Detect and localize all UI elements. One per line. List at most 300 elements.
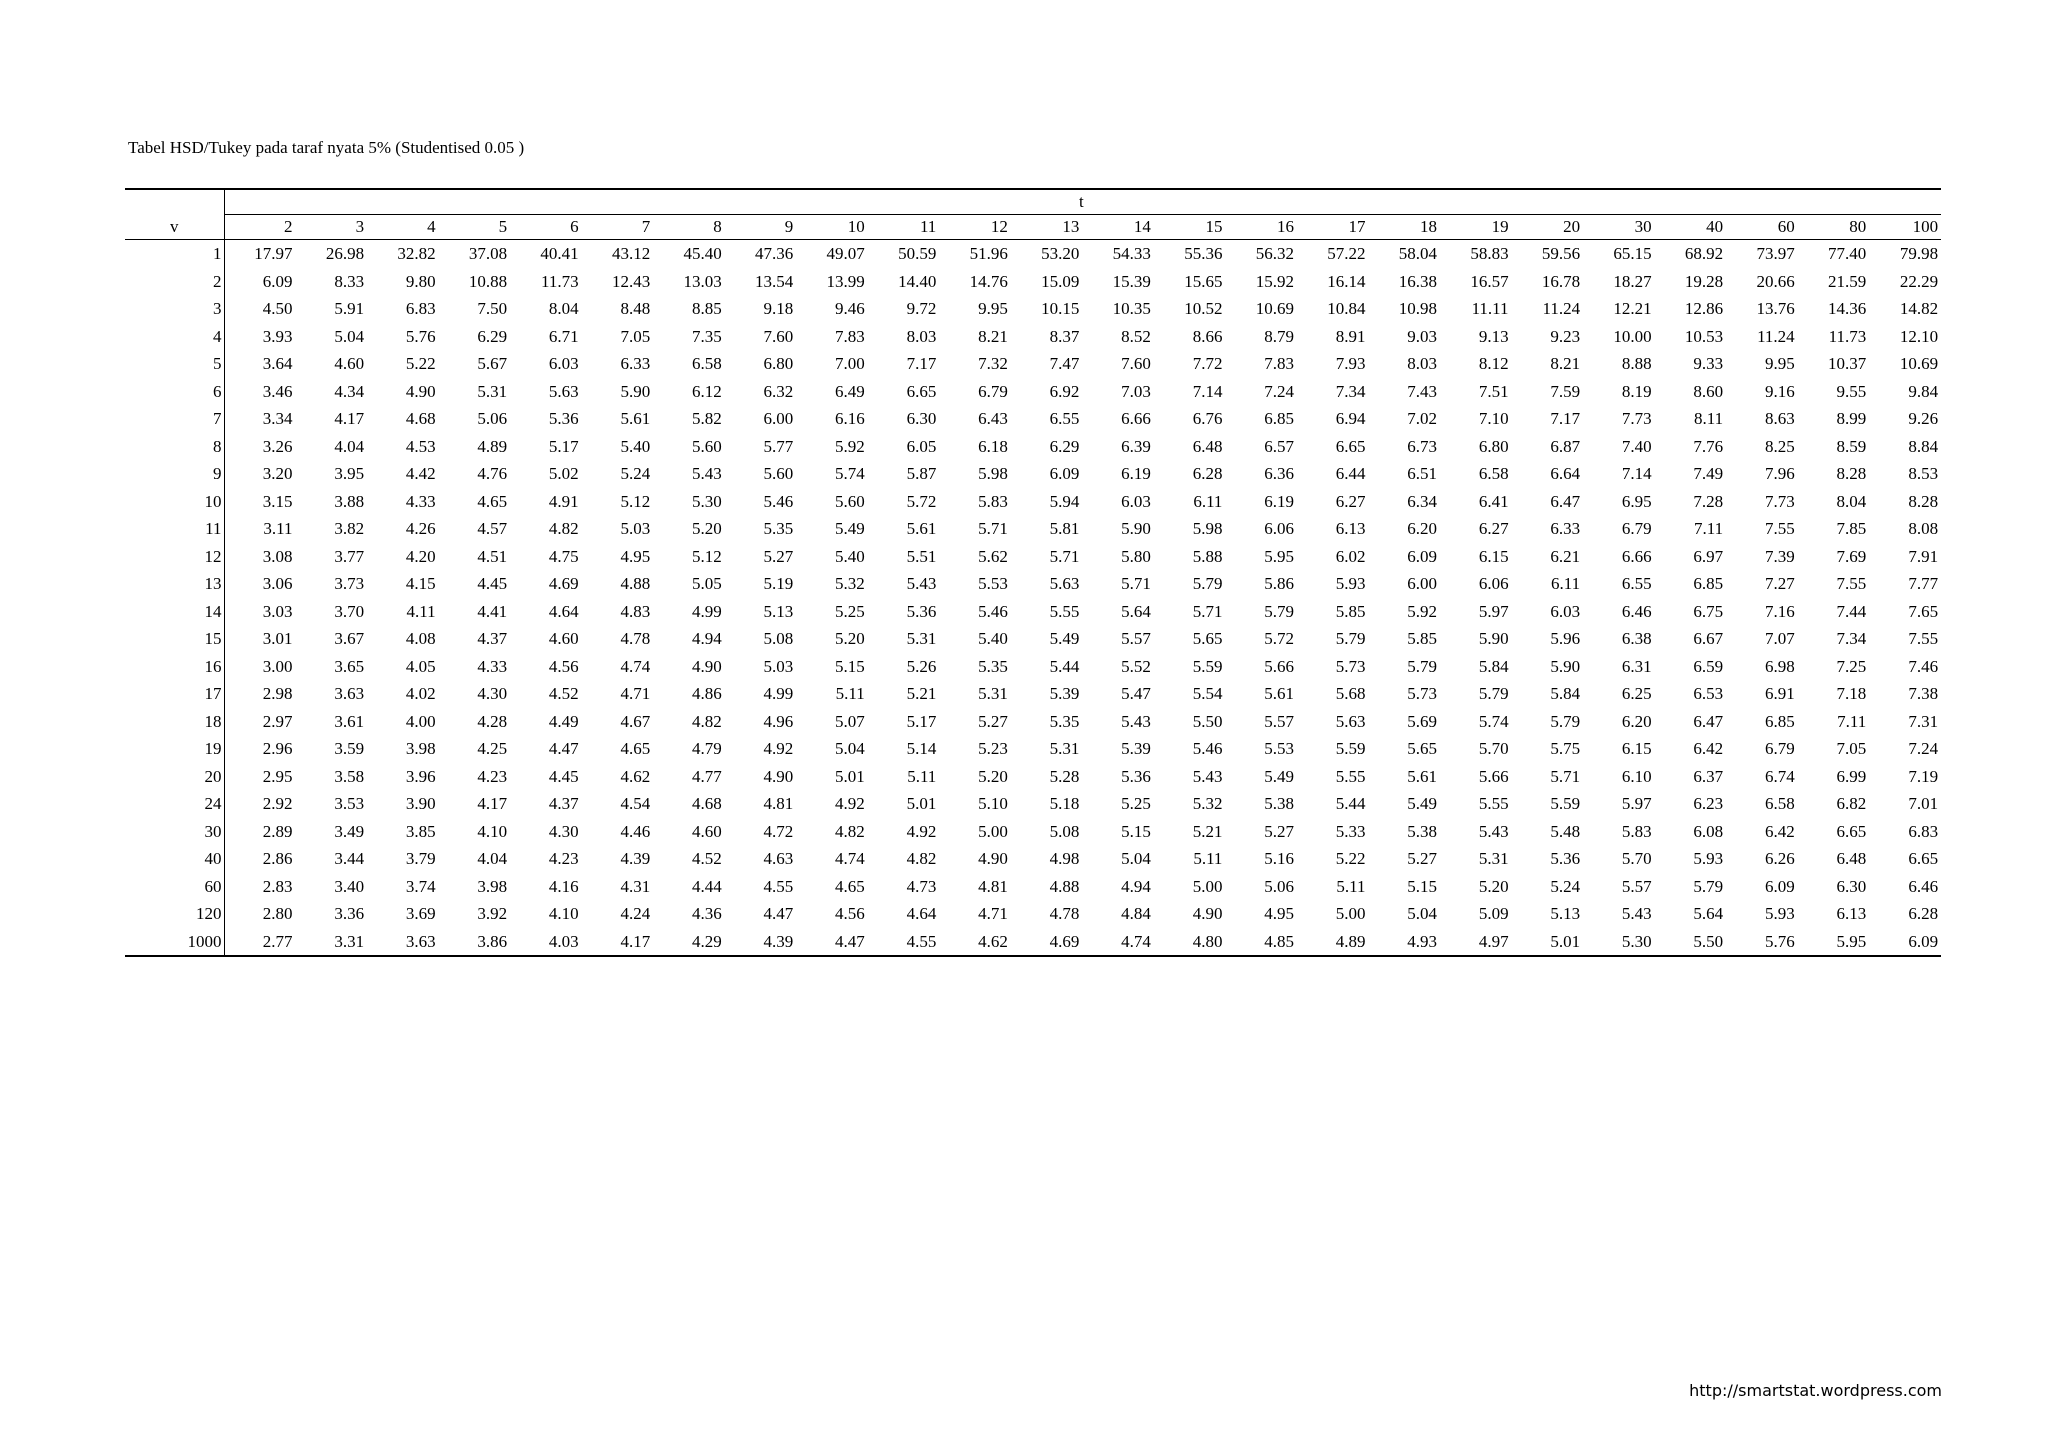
table-cell: 9.18 xyxy=(763,299,794,318)
table-cell: 4.10 xyxy=(477,821,508,841)
table-cell: 5.49 xyxy=(1264,766,1294,786)
column-header: 80 xyxy=(1798,215,1870,240)
table-cell: 5.86 xyxy=(1264,574,1294,593)
table-cell: 6.27 xyxy=(1478,519,1509,538)
corner-cell xyxy=(125,189,224,215)
table-cell: 12.21 xyxy=(1613,299,1652,318)
table-cell: 5.59 xyxy=(1550,794,1581,813)
table-cell: 6.64 xyxy=(1550,464,1581,483)
table-cell: 7.76 xyxy=(1693,436,1724,456)
table-cell: 5.03 xyxy=(763,656,794,676)
table-cell: 5.08 xyxy=(1049,821,1080,841)
table-cell: 3.70 xyxy=(334,601,365,621)
table-row xyxy=(125,653,1941,681)
table-cell: 5.50 xyxy=(1192,711,1223,731)
table-row xyxy=(125,680,1941,708)
table-cell: 5.00 xyxy=(978,821,1008,841)
table-cell: 4.25 xyxy=(477,739,508,758)
table-cell: 7.14 xyxy=(1192,381,1223,401)
table-cell: 5.52 xyxy=(1121,656,1151,676)
table-cell: 5.85 xyxy=(1335,601,1366,621)
table-cell: 4.72 xyxy=(763,821,794,841)
table-cell: 5.04 xyxy=(334,326,365,346)
table-cell: 5.21 xyxy=(1192,821,1223,841)
table-cell: 5.94 xyxy=(1049,491,1080,511)
table-cell: 9.16 xyxy=(1764,381,1795,401)
table-cell: 5.91 xyxy=(334,299,365,318)
table-cell: 5.22 xyxy=(405,354,436,373)
table-cell: 4.82 xyxy=(691,711,722,731)
table-cell: 4.51 xyxy=(477,546,508,566)
table-cell: 5.71 xyxy=(1121,574,1151,593)
column-header: 18 xyxy=(1369,215,1441,240)
table-cell: 4.23 xyxy=(477,766,508,786)
table-cell: 4.88 xyxy=(620,574,651,593)
table-cell: 5.11 xyxy=(1336,876,1366,896)
table-body xyxy=(125,240,1941,957)
table-cell: 3.06 xyxy=(262,574,293,593)
table-cell: 4.69 xyxy=(548,574,579,593)
table-cell: 5.18 xyxy=(1049,794,1080,813)
table-cell: 6.19 xyxy=(1264,491,1294,511)
table-cell: 6.47 xyxy=(1693,711,1724,731)
table-cell: 5.88 xyxy=(1192,546,1223,566)
table-cell: 7.35 xyxy=(691,326,722,346)
table-cell: 5.20 xyxy=(978,766,1008,786)
table-cell: 4.65 xyxy=(620,739,651,758)
table-cell: 5.38 xyxy=(1407,821,1438,841)
table-cell: 5.13 xyxy=(1550,904,1581,923)
table-cell: 5.60 xyxy=(835,491,865,511)
table-cell: 7.59 xyxy=(1550,381,1581,401)
table-cell: 3.46 xyxy=(262,381,293,401)
table-cell: 14.36 xyxy=(1827,299,1867,318)
table-cell: 7.50 xyxy=(477,299,508,318)
table-cell: 8.85 xyxy=(691,299,722,318)
table-cell: 7.60 xyxy=(1121,354,1151,373)
table-cell: 5.80 xyxy=(1121,546,1151,566)
table-cell: 4.85 xyxy=(1225,928,1297,957)
table-cell: 6.66 xyxy=(1621,546,1652,566)
table-cell: 5.01 xyxy=(1512,928,1584,957)
table-cell: 9.84 xyxy=(1908,381,1939,401)
table-cell: 5.49 xyxy=(835,519,865,538)
table-cell: 5.04 xyxy=(1407,904,1438,923)
table-cell: 5.60 xyxy=(763,464,794,483)
table-cell: 5.79 xyxy=(1264,601,1294,621)
table-cell: 5.93 xyxy=(1335,574,1366,593)
table-cell: 8.19 xyxy=(1621,381,1652,401)
table-cell: 7.24 xyxy=(1264,381,1294,401)
table-cell: 15.92 xyxy=(1255,271,1294,291)
table-cell: 5.71 xyxy=(1550,766,1581,786)
table-cell: 4.89 xyxy=(1297,928,1369,957)
table-row xyxy=(125,570,1941,598)
table-cell: 17.97 xyxy=(254,244,293,263)
table-cell: 6.20 xyxy=(1407,519,1438,538)
table-cell: 3.31 xyxy=(296,928,368,957)
table-cell: 4.92 xyxy=(763,739,794,758)
table-row xyxy=(125,543,1941,571)
table-cell: 7.49 xyxy=(1693,464,1724,483)
table-cell: 9.72 xyxy=(906,299,937,318)
row-label: 8 xyxy=(125,433,224,461)
table-row xyxy=(125,323,1941,351)
table-cell: 3.98 xyxy=(405,739,436,758)
table-cell: 5.72 xyxy=(1264,629,1294,648)
table-cell: 6.09 xyxy=(1407,546,1438,566)
table-cell: 3.79 xyxy=(405,849,436,868)
table-cell: 7.69 xyxy=(1836,546,1867,566)
table-row xyxy=(125,845,1941,873)
table-cell: 8.52 xyxy=(1121,326,1151,346)
table-cell: 5.24 xyxy=(620,464,651,483)
table-cell: 5.66 xyxy=(1478,766,1509,786)
table-cell: 4.15 xyxy=(405,574,436,593)
table-cell: 6.32 xyxy=(763,381,794,401)
table-cell: 4.75 xyxy=(548,546,579,566)
table-cell: 7.00 xyxy=(835,354,865,373)
table-cell: 4.10 xyxy=(548,904,579,923)
table-cell: 3.36 xyxy=(334,904,365,923)
table-cell: 4.99 xyxy=(691,601,722,621)
table-cell: 5.79 xyxy=(1407,656,1438,676)
table-cell: 4.84 xyxy=(1121,904,1151,923)
table-cell: 8.60 xyxy=(1693,381,1724,401)
table-cell: 6.65 xyxy=(1335,436,1366,456)
table-cell: 15.39 xyxy=(1112,271,1151,291)
table-cell: 3.15 xyxy=(262,491,293,511)
table-cell: 4.81 xyxy=(978,876,1008,896)
table-cell: 4.74 xyxy=(1082,928,1154,957)
table-cell: 5.92 xyxy=(1407,601,1438,621)
table-cell: 7.10 xyxy=(1478,409,1509,428)
table-cell: 5.24 xyxy=(1550,876,1581,896)
table-cell: 4.82 xyxy=(835,821,865,841)
column-header: 8 xyxy=(653,215,725,240)
table-cell: 6.15 xyxy=(1478,546,1509,566)
table-cell: 10.35 xyxy=(1112,299,1151,318)
table-cell: 5.43 xyxy=(1478,821,1509,841)
table-cell: 5.28 xyxy=(1049,766,1080,786)
table-cell: 5.27 xyxy=(1264,821,1294,841)
table-cell: 5.02 xyxy=(548,464,579,483)
table-cell: 6.00 xyxy=(763,409,794,428)
column-header: 100 xyxy=(1869,215,1941,240)
table-cell: 6.79 xyxy=(1764,739,1795,758)
table-cell: 5.31 xyxy=(1478,849,1509,868)
table-cell: 5.27 xyxy=(978,711,1008,731)
table-cell: 10.00 xyxy=(1613,326,1652,346)
table-cell: 7.28 xyxy=(1693,491,1724,511)
table-cell: 6.34 xyxy=(1407,491,1438,511)
table-cell: 8.91 xyxy=(1335,326,1366,346)
table-cell: 2.95 xyxy=(262,766,293,786)
table-cell: 6.29 xyxy=(1049,436,1080,456)
table-cell: 3.40 xyxy=(334,876,365,896)
table-cell: 5.67 xyxy=(477,354,508,373)
table-cell: 32.82 xyxy=(397,244,436,263)
table-cell: 6.87 xyxy=(1550,436,1581,456)
table-cell: 5.31 xyxy=(906,629,937,648)
table-cell: 7.18 xyxy=(1836,684,1867,703)
table-cell: 6.00 xyxy=(1407,574,1438,593)
table-cell: 22.29 xyxy=(1899,271,1939,291)
table-cell: 11.24 xyxy=(1757,326,1795,346)
table-cell: 15.09 xyxy=(1041,271,1080,291)
table-cell: 8.21 xyxy=(978,326,1008,346)
table-cell: 3.34 xyxy=(262,409,293,428)
table-cell: 3.49 xyxy=(334,821,365,841)
table-cell: 4.90 xyxy=(763,766,794,786)
table-cell: 5.69 xyxy=(1407,711,1438,731)
table-cell: 4.28 xyxy=(477,711,508,731)
row-label: 4 xyxy=(125,323,224,351)
table-cell: 6.65 xyxy=(1908,849,1939,868)
table-row xyxy=(125,433,1941,461)
table-cell: 4.02 xyxy=(405,684,436,703)
table-cell: 6.76 xyxy=(1192,409,1223,428)
table-cell: 6.79 xyxy=(978,381,1008,401)
table-cell: 9.55 xyxy=(1836,381,1867,401)
table-cell: 7.85 xyxy=(1836,519,1867,538)
table-cell: 4.08 xyxy=(405,629,436,648)
table-cell: 4.26 xyxy=(405,519,436,538)
table-cell: 8.33 xyxy=(334,271,365,291)
table-cell: 4.68 xyxy=(691,794,722,813)
source-url: http://smartstat.wordpress.com xyxy=(1689,1381,1942,1400)
table-cell: 6.19 xyxy=(1121,464,1151,483)
table-cell: 4.00 xyxy=(405,711,436,731)
table-cell: 6.30 xyxy=(906,409,937,428)
table-cell: 5.74 xyxy=(1478,711,1509,731)
table-cell: 5.73 xyxy=(1335,656,1366,676)
table-cell: 5.79 xyxy=(1335,629,1366,648)
table-cell: 7.11 xyxy=(1694,519,1724,538)
table-cell: 5.55 xyxy=(1049,601,1080,621)
table-cell: 5.44 xyxy=(1049,656,1080,676)
table-cell: 3.82 xyxy=(334,519,365,538)
table-cell: 6.28 xyxy=(1908,904,1939,923)
table-cell: 5.39 xyxy=(1049,684,1080,703)
table-cell: 5.79 xyxy=(1478,684,1509,703)
table-cell: 6.15 xyxy=(1621,739,1652,758)
table-cell: 5.59 xyxy=(1335,739,1366,758)
table-cell: 8.03 xyxy=(1407,354,1438,373)
column-header: 5 xyxy=(439,215,511,240)
table-cell: 6.85 xyxy=(1764,711,1795,731)
table-cell: 5.93 xyxy=(1764,904,1795,923)
table-cell: 5.20 xyxy=(1478,876,1509,896)
table-cell: 7.44 xyxy=(1836,601,1867,621)
table-cell: 6.58 xyxy=(1478,464,1509,483)
table-cell: 5.98 xyxy=(1192,519,1223,538)
table-title: Tabel HSD/Tukey pada taraf nyata 5% (Studentised 0.05 ) xyxy=(128,138,525,157)
table-cell: 4.45 xyxy=(477,574,508,593)
table-cell: 4.86 xyxy=(691,684,722,703)
table-cell: 3.63 xyxy=(334,684,365,703)
table-cell: 5.40 xyxy=(835,546,865,566)
table-cell: 5.00 xyxy=(1335,904,1366,923)
table-cell: 21.59 xyxy=(1827,271,1867,291)
table-cell: 6.48 xyxy=(1192,436,1223,456)
table-cell: 5.84 xyxy=(1478,656,1509,676)
row-label: 15 xyxy=(125,625,224,653)
table-cell: 3.03 xyxy=(262,601,293,621)
table-cell: 3.77 xyxy=(334,546,365,566)
table-cell: 7.73 xyxy=(1621,409,1652,428)
table-cell: 49.07 xyxy=(826,244,865,263)
table-cell: 3.67 xyxy=(334,629,365,648)
table-cell: 5.19 xyxy=(763,574,794,593)
table-cell: 6.57 xyxy=(1264,436,1294,456)
table-cell: 5.98 xyxy=(978,464,1008,483)
table-cell: 4.82 xyxy=(548,519,579,538)
table-cell: 4.17 xyxy=(477,794,508,813)
table-cell: 8.79 xyxy=(1264,326,1294,346)
column-header: 60 xyxy=(1726,215,1798,240)
table-cell: 5.70 xyxy=(1478,739,1509,758)
table-cell: 6.85 xyxy=(1693,574,1724,593)
table-cell: 3.59 xyxy=(334,739,365,758)
group-label: t xyxy=(224,189,1941,215)
table-cell: 4.99 xyxy=(763,684,794,703)
table-cell: 6.42 xyxy=(1693,739,1724,758)
table-cell: 55.36 xyxy=(1184,244,1223,263)
table-cell: 6.21 xyxy=(1550,546,1581,566)
table-cell: 5.51 xyxy=(906,546,937,566)
table-cell: 4.90 xyxy=(691,656,722,676)
table-cell: 6.18 xyxy=(978,436,1008,456)
table-cell: 6.65 xyxy=(1836,821,1867,841)
table-cell: 4.63 xyxy=(763,849,794,868)
table-cell: 5.87 xyxy=(906,464,937,483)
table-cell: 4.83 xyxy=(620,601,651,621)
table-cell: 7.17 xyxy=(1550,409,1581,428)
table-cell: 7.34 xyxy=(1335,381,1366,401)
table-cell: 5.61 xyxy=(1407,766,1438,786)
table-cell: 5.01 xyxy=(906,794,937,813)
table-cell: 5.82 xyxy=(691,409,722,428)
table-cell: 5.10 xyxy=(978,794,1008,813)
table-cell: 3.53 xyxy=(334,794,365,813)
table-cell: 5.30 xyxy=(691,491,722,511)
table-cell: 5.65 xyxy=(1407,739,1438,758)
column-header: 30 xyxy=(1583,215,1655,240)
row-label: 12 xyxy=(125,543,224,571)
table-cell: 5.01 xyxy=(835,766,865,786)
table-cell: 4.03 xyxy=(510,928,582,957)
table-cell: 6.95 xyxy=(1621,491,1652,511)
table-cell: 8.59 xyxy=(1836,436,1867,456)
table-cell: 8.28 xyxy=(1908,491,1939,511)
table-cell: 4.17 xyxy=(582,928,654,957)
table-cell: 7.39 xyxy=(1764,546,1795,566)
table-cell: 5.30 xyxy=(1583,928,1655,957)
table-cell: 45.40 xyxy=(683,244,722,263)
table-cell: 8.84 xyxy=(1908,436,1939,456)
table-cell: 4.96 xyxy=(763,711,794,731)
table-cell: 8.04 xyxy=(548,299,579,318)
table-cell: 5.68 xyxy=(1335,684,1366,703)
table-cell: 6.58 xyxy=(1764,794,1795,813)
table-cell: 6.65 xyxy=(906,381,937,401)
row-label: 11 xyxy=(125,515,224,543)
table-cell: 3.61 xyxy=(334,711,365,731)
table-cell: 9.26 xyxy=(1908,409,1939,428)
table-cell: 7.43 xyxy=(1407,381,1438,401)
table-cell: 7.11 xyxy=(1837,711,1867,731)
table-cell: 6.12 xyxy=(691,381,722,401)
column-header: 16 xyxy=(1225,215,1297,240)
table-cell: 7.93 xyxy=(1335,354,1366,373)
table-cell: 3.95 xyxy=(334,464,365,483)
table-cell: 3.58 xyxy=(334,766,365,786)
table-cell: 4.74 xyxy=(620,656,651,676)
row-label: 120 xyxy=(125,900,224,928)
table-cell: 5.20 xyxy=(835,629,865,648)
table-cell: 5.57 xyxy=(1264,711,1294,731)
table-cell: 5.63 xyxy=(1335,711,1366,731)
table-cell: 4.41 xyxy=(477,601,508,621)
table-cell: 4.36 xyxy=(691,904,722,923)
table-cell: 5.11 xyxy=(907,766,937,786)
column-header: 12 xyxy=(939,215,1011,240)
table-cell: 4.90 xyxy=(1192,904,1223,923)
table-cell: 5.83 xyxy=(978,491,1008,511)
table-cell: 4.45 xyxy=(548,766,579,786)
table-cell: 57.22 xyxy=(1327,244,1366,263)
table-cell: 7.47 xyxy=(1049,354,1080,373)
table-cell: 73.97 xyxy=(1756,244,1795,263)
table-cell: 6.06 xyxy=(1478,574,1509,593)
table-cell: 5.61 xyxy=(906,519,937,538)
table-cell: 4.91 xyxy=(548,491,579,511)
row-label: 1 xyxy=(125,240,224,268)
table-cell: 5.64 xyxy=(1693,904,1724,923)
table-cell: 5.76 xyxy=(1726,928,1798,957)
table-cell: 3.26 xyxy=(262,436,293,456)
table-cell: 6.80 xyxy=(1478,436,1509,456)
table-cell: 4.71 xyxy=(620,684,651,703)
column-header: 6 xyxy=(510,215,582,240)
table-cell: 5.48 xyxy=(1550,821,1581,841)
table-cell: 3.98 xyxy=(477,876,508,896)
table-cell: 6.28 xyxy=(1192,464,1223,483)
table-cell: 5.04 xyxy=(1121,849,1151,868)
table-cell: 5.54 xyxy=(1192,684,1223,703)
table-cell: 5.31 xyxy=(978,684,1008,703)
table-cell: 2.77 xyxy=(224,928,296,957)
table-cell: 9.13 xyxy=(1478,326,1509,346)
table-cell: 5.90 xyxy=(1121,519,1151,538)
table-cell: 5.71 xyxy=(1049,546,1080,566)
table-cell: 5.46 xyxy=(978,601,1008,621)
table-cell: 4.98 xyxy=(1049,849,1080,868)
table-cell: 3.63 xyxy=(367,928,439,957)
table-cell: 3.69 xyxy=(405,904,436,923)
table-cell: 4.46 xyxy=(620,821,651,841)
table-cell: 3.85 xyxy=(405,821,436,841)
row-label: 30 xyxy=(125,818,224,846)
table-cell: 7.51 xyxy=(1478,381,1509,401)
table-cell: 50.59 xyxy=(898,244,937,263)
row-label: 6 xyxy=(125,378,224,406)
table-cell: 5.35 xyxy=(1049,711,1080,731)
row-label: 16 xyxy=(125,653,224,681)
table-cell: 5.92 xyxy=(835,436,865,456)
table-cell: 6.33 xyxy=(620,354,651,373)
